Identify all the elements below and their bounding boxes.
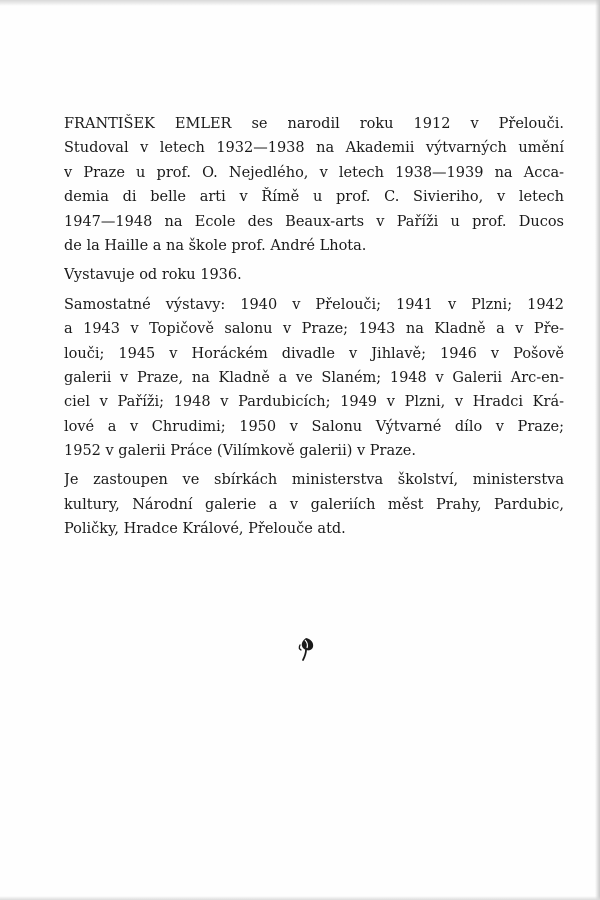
leaf-ornament-icon [296, 636, 316, 662]
text-line: Je zastoupen ve sbírkách ministerstva školství, ministerstva [64, 472, 564, 489]
text-line: v Praze u prof. O. Nejedlého, v letech 1938—1939 na Acca- [64, 164, 564, 181]
text-line: Vystavuje od roku 1936. [64, 267, 242, 284]
text-line: FRANTIŠEK EMLER se narodil roku 1912 v Přelouči. [64, 116, 564, 132]
text-line: demia di belle arti v Římě u prof. C. Sivieriho, v letech [64, 189, 564, 206]
text-line: Poličky, Hradce Králové, Přelouče atd. [64, 521, 346, 538]
paragraph-collections [64, 468, 564, 541]
text-line: ciel v Paříži; 1948 v Pardubicích; 1949 v Plzni, v Hradci Krá- [64, 394, 564, 411]
paragraph-biography [64, 112, 564, 258]
biography-text [64, 112, 564, 542]
text-line: 1952 v galerii Práce (Vilímkově galerii) v Praze. [64, 443, 416, 460]
paragraph-exhibiting-since [64, 263, 564, 287]
text-line: Samostatné výstavy: 1940 v Přelouči; 1941 v Plzni; 1942 [64, 296, 564, 313]
scan-edge-bottom [0, 896, 600, 900]
text-line: galerii v Praze, na Kladně a ve Slaném; 1948 v Galerii Arc-en- [64, 369, 564, 386]
text-line: kultury, Národní galerie a v galeriích měst Prahy, Pardubic, [64, 496, 564, 513]
text-line: lové a v Chrudimi; 1950 v Salonu Výtvarné dílo v Praze; [64, 418, 564, 435]
text-line: Studoval v letech 1932—1938 na Akademii výtvarných umění [64, 140, 564, 157]
text-line: de la Haille a na škole prof. André Lhota. [64, 237, 367, 254]
scan-edge-right [595, 0, 600, 900]
scan-edge-top [0, 0, 600, 6]
text-line: 1947—1948 na Ecole des Beaux-arts v Paříži u prof. Ducos [64, 213, 564, 230]
paragraph-solo-exhibitions [64, 293, 564, 464]
text-line: louči; 1945 v Horáckém divadle v Jihlavě; 1946 v Pošově [64, 345, 564, 362]
text-line: a 1943 v Topičově salonu v Praze; 1943 na Kladně a v Pře- [64, 321, 564, 338]
